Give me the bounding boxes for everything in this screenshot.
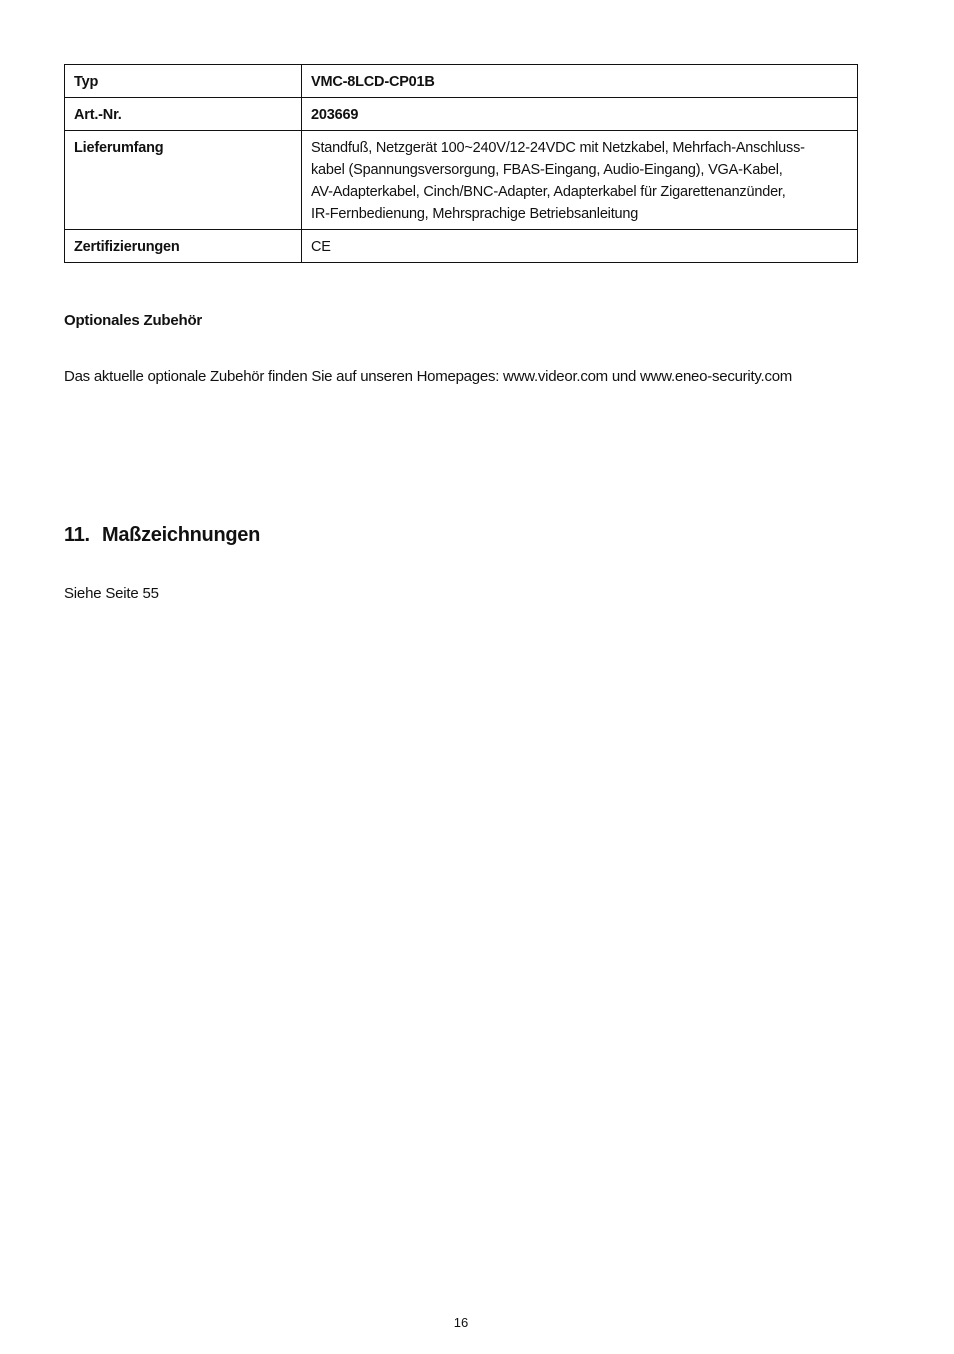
section-title: Maßzeichnungen: [102, 524, 261, 546]
table-row: [65, 65, 858, 98]
spec-value-article-number: 203669: [302, 98, 858, 131]
spec-label-delivery-scope: Lieferumfang: [65, 131, 302, 230]
spec-value-delivery-scope: [302, 131, 858, 230]
delivery-scope-line: kabel (Spannungsversorgung, FBAS-Eingang, Audio-Eingang), VGA-Kabel,: [311, 162, 783, 178]
page-number: 16: [453, 1315, 469, 1330]
delivery-scope-line: Standfuß, Netzgerät 100~240V/12-24VDC mit Netzkabel, Mehrfach-Anschluss-: [311, 140, 805, 156]
table-row: [65, 230, 858, 263]
table-row: [65, 131, 858, 230]
accessories-heading: Optionales Zubehör: [64, 312, 203, 329]
spec-table: [64, 64, 858, 263]
delivery-scope-line: AV-Adapterkabel, Cinch/BNC-Adapter, Adapterkabel für Zigarettenanzünder,: [311, 184, 786, 200]
spec-label-type: Typ: [65, 65, 302, 98]
accessories-text: Das aktuelle optionale Zubehör finden Sie auf unseren Homepages: www.videor.com und www.eneo-security.com: [64, 368, 793, 385]
table-row: [65, 98, 858, 131]
spec-label-article-number: Art.-Nr.: [65, 98, 302, 131]
section-heading: [64, 524, 260, 547]
spec-value-certifications: CE: [302, 230, 858, 263]
spec-label-certifications: Zertifizierungen: [65, 230, 302, 263]
delivery-scope-line: IR-Fernbedienung, Mehrsprachige Betriebsanleitung: [311, 206, 639, 222]
section-body: Siehe Seite 55: [64, 585, 159, 602]
spec-value-type: VMC-8LCD-CP01B: [302, 65, 858, 98]
section-number: 11.: [64, 524, 90, 546]
